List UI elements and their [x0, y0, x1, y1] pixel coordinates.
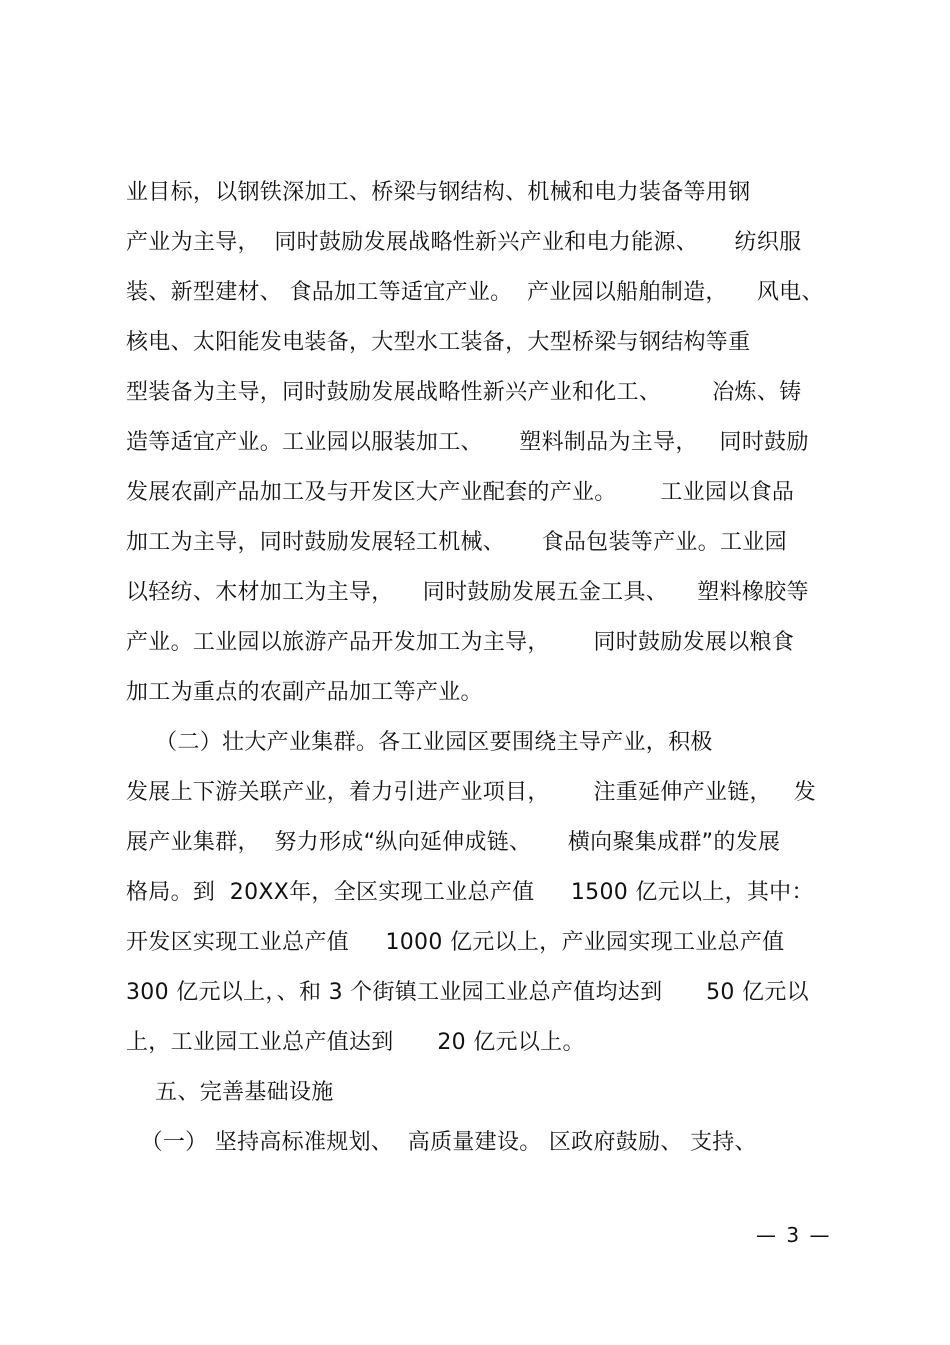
text-line: 发展上下游关联产业，着力引进产业项目， 注重延伸产业链， 发	[126, 780, 817, 805]
text-line: 以轻纺、木材加工为主导， 同时鼓励发展五金工具、 塑料橡胶等	[126, 580, 809, 605]
text-line: 核电、太阳能发电装备，大型水工装备，大型桥梁与钢结构等重	[126, 330, 751, 355]
text-line: 展产业集群， 努力形成“纵向延伸成链、 横向聚集成群”的发展	[126, 830, 781, 855]
text-line: 加工为重点的农副产品加工等产业。	[126, 680, 483, 705]
text-line: 发展农副产品加工及与开发区大产业配套的产业。 工业园以食品	[126, 480, 795, 505]
text-line: 产业为主导， 同时鼓励发展战略性新兴产业和电力能源、 纺织服	[126, 230, 802, 255]
text-line: 加工为主导，同时鼓励发展轻工机械、 食品包装等产业。工业园	[126, 530, 787, 555]
text-line: 上，工业园工业总产值达到 20 亿元以上。	[126, 1030, 585, 1055]
text-line: 造等适宜产业。工业园以服装加工、 塑料制品为主导， 同时鼓励	[126, 430, 809, 455]
page-number: — 3 —	[756, 1223, 832, 1247]
text-line: 开发区实现工业总产值 1000 亿元以上，产业园实现工业总产值	[126, 930, 785, 955]
text-line: （二）壮大产业集群。各工业园区要围绕主导产业，积极	[126, 730, 713, 755]
text-line: （一） 坚持高标准规划、 高质量建设。 区政府鼓励、 支持、	[126, 1130, 757, 1155]
text-line: 300 亿元以上，、和 3 个街镇工业园工业总产值均达到 50 亿元以	[126, 980, 809, 1005]
text-line: 产业。工业园以旅游产品开发加工为主导， 同时鼓励发展以粮食	[126, 630, 795, 655]
text-line: 格局。到 20XX年，全区实现工业总产值 1500 亿元以上，其中：	[126, 880, 814, 905]
text-line: 型装备为主导，同时鼓励发展战略性新兴产业和化工、 冶炼、铸	[126, 380, 802, 405]
section-heading: 五、完善基础设施	[126, 1080, 334, 1105]
text-line: 业目标，以钢铁深加工、桥梁与钢结构、机械和电力装备等用钢	[126, 180, 751, 205]
text-line: 装、新型建材、 食品加工等适宜产业。 产业园以船舶制造， 风电、	[126, 280, 824, 305]
